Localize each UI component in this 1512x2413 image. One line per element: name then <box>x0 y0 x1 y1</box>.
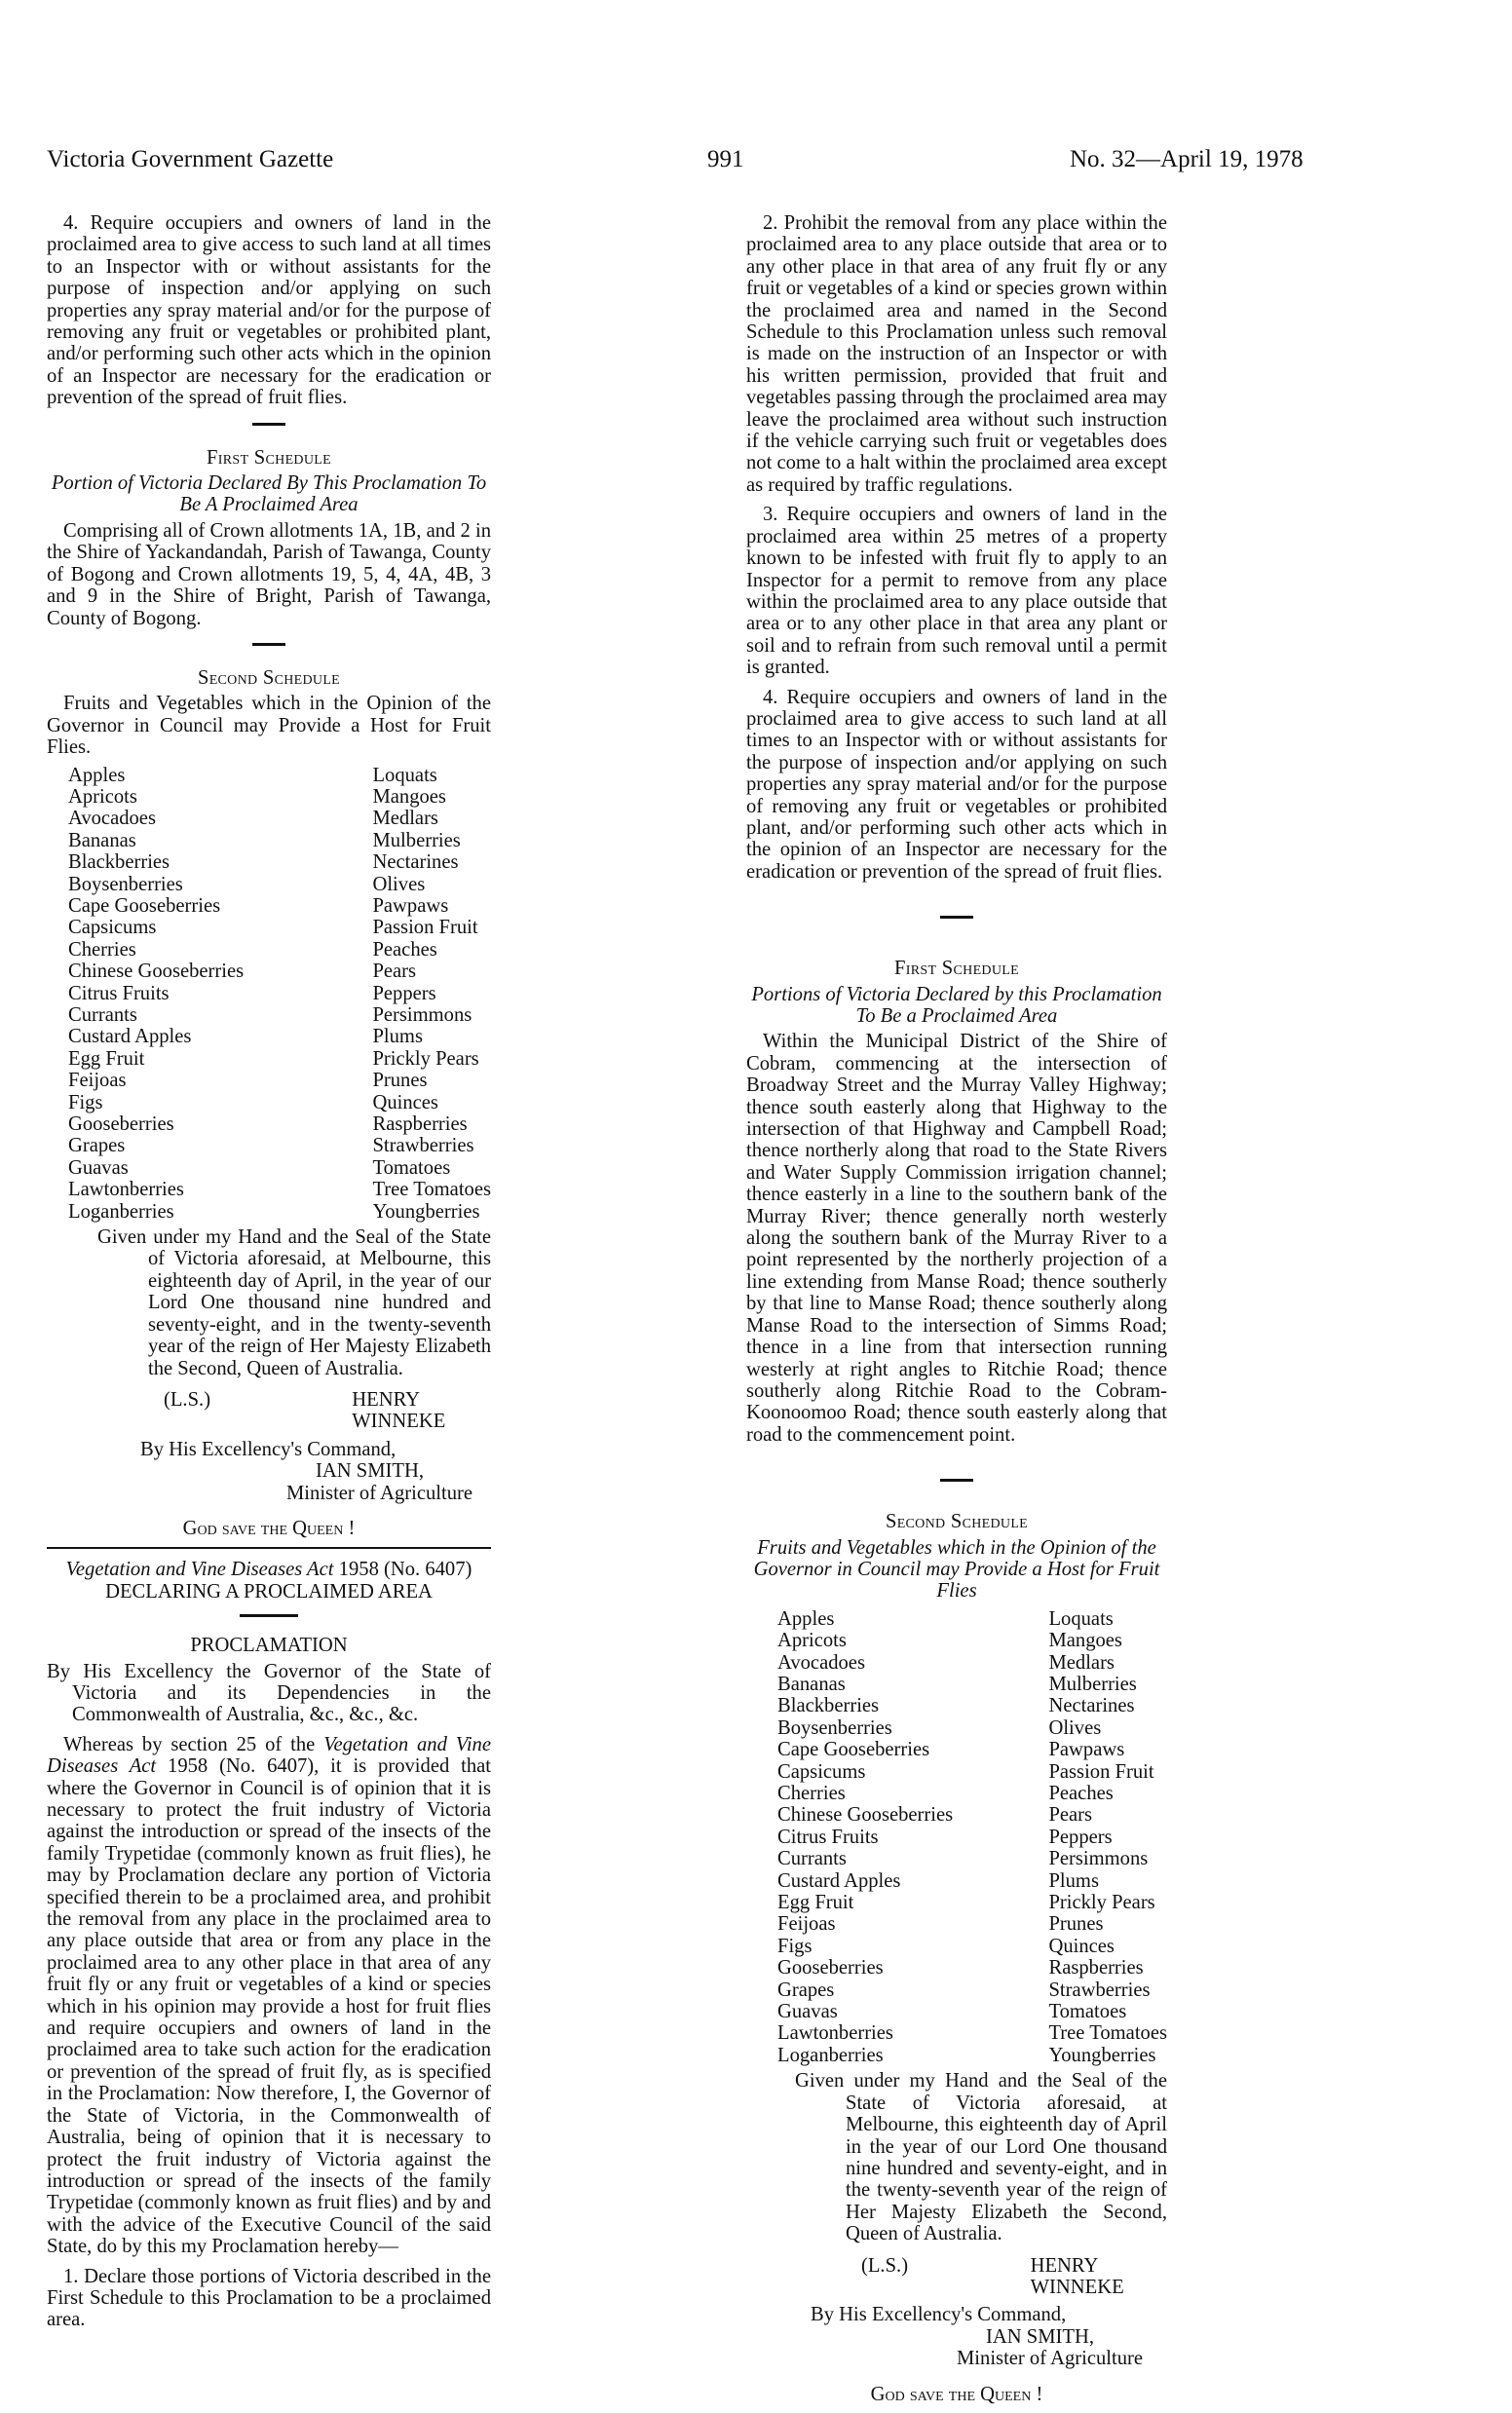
list-item: Capsicums <box>777 1760 866 1783</box>
list-item: Passion Fruit <box>372 917 478 939</box>
list-item: Blackberries <box>777 1695 880 1717</box>
list-item: Loquats <box>372 764 437 786</box>
signature-line <box>47 1389 491 1433</box>
list-item: Boysenberries <box>777 1716 892 1739</box>
minister-name: IAN SMITH, <box>316 1460 424 1483</box>
list-item: Loganberries <box>68 1200 174 1223</box>
minister-title: Minister of Agriculture <box>286 1482 473 1504</box>
list-item: Youngberries <box>372 1200 480 1223</box>
list-item: Lawtonberries <box>68 1179 184 1201</box>
declaring-heading: DECLARING A PROCLAIMED AREA <box>105 1580 433 1602</box>
list-item: Lawtonberries <box>777 2022 893 2045</box>
seal-mark: (L.S.) <box>861 2254 909 2277</box>
list-item: Medlars <box>372 808 438 830</box>
list-item: Tomatoes <box>372 1156 451 1179</box>
list-item: Apples <box>777 1607 835 1630</box>
excellency-command: By His Excellency's Command, <box>811 2304 1067 2326</box>
list-item: Cape Gooseberries <box>68 894 221 917</box>
minister-title: Minister of Agriculture <box>957 2348 1144 2370</box>
clause-1: 1. Declare those portions of Victoria described in the First Schedule to this Proclamation to be a proclaimed area. <box>47 2265 491 2331</box>
list-item: Capsicums <box>68 917 157 939</box>
list-item: Nectarines <box>372 851 459 874</box>
list-item: Apples <box>68 764 126 786</box>
second-schedule-heading: Second Schedule <box>197 666 341 689</box>
list-item: Tree Tomatoes <box>1048 2022 1167 2045</box>
host-fruit-list-col2 <box>372 765 491 1224</box>
whereas-act-name: Vegetation and Vine Diseases Act <box>47 1733 491 1778</box>
list-item: Quinces <box>1048 1935 1115 1957</box>
list-item: Blackberries <box>68 851 170 874</box>
list-item: Grapes <box>68 1135 126 1157</box>
clause-4-continued: 4. Require occupiers and owners of land in the proclaimed area to give access to such land at all times to an Inspector with or without assistants for the purpose of inspection and/or applying on such properties any spray material and/or for the purpose of removing any fruit or vegetables or prohibited plant, and/or performing such other acts which in the opinion of an Inspector are necessary for the eradication or prevention of the spread of fruit flies. <box>47 212 491 409</box>
list-item: Pawpaws <box>372 894 449 917</box>
governor-name: HENRY WINNEKE <box>352 1388 446 1433</box>
host-fruit-list <box>47 765 491 1224</box>
list-item: Mangoes <box>1048 1630 1122 1652</box>
list-item: Peppers <box>372 982 436 1004</box>
list-item: Gooseberries <box>68 1113 174 1136</box>
list-item: Nectarines <box>1048 1695 1135 1717</box>
seal-mark: (L.S.) <box>164 1388 211 1411</box>
list-item: Strawberries <box>1048 1979 1151 2001</box>
list-item: Mulberries <box>372 829 461 851</box>
act-title <box>47 1559 491 1580</box>
list-item: Pears <box>1048 1804 1093 1827</box>
list-item: Currants <box>68 1004 137 1026</box>
excellency-command: By His Excellency's Command, <box>140 1438 397 1460</box>
clause-2: 2. Prohibit the removal from any place within the proclaimed area to any place outside that area or to any other place in that area of any fruit fly or any fruit or vegetables of a kind or species grown within the proclaimed area and named in the Second Schedule to this Proclamation unless such removal is made on the instruction of an Inspector or with his written permission, provided that fruit and vegetables passing through the proclaimed area may leave the proclaimed area without such instruction if the vehicle carrying such fruit or vegetables does not come to a halt within the proclaimed area except as required by traffic regulations. <box>746 212 1167 496</box>
first-schedule-text: Within the Municipal District of the Shire of Cobram, commencing at the intersection of Broadway Street and the Murray Valley Highway; thence south easterly along that Highway to the intersection of that Highway and Campbell Road; thence northerly along that road to the State Rivers and Water Supply Commission irrigation channel; thence easterly in a line to the southern bank of the Murray River; thence generally north westerly along the southern bank of the Murray River to a point represented by the northerly projection of a line extending from Manse Road; thence southerly by that line to Manse Road; thence southerly along Manse Road to the intersection of Simms Road; thence in a line from that intersection running westerly at right angles to Ritchie Road; thence southerly along Ritchie Road to the Cobram-Koonoomoo Road; thence south easterly along that road to the commencement point. <box>746 1031 1167 1446</box>
list-item: Chinese Gooseberries <box>68 961 245 983</box>
list-item: Raspberries <box>372 1113 468 1136</box>
first-schedule-subtitle: Portions of Victoria Declared by this Proclamation To Be a Proclaimed Area <box>751 983 1162 1027</box>
second-schedule-heading: Second Schedule <box>885 1511 1029 1533</box>
list-item: Quinces <box>372 1091 438 1113</box>
god-save-the-queen: God save the Queen ! <box>870 2383 1043 2405</box>
list-item: Persimmons <box>372 1004 472 1026</box>
list-item: Cherries <box>68 938 136 961</box>
first-schedule-text: Comprising all of Crown allotments 1A, 1B, and 2 in the Shire of Yackandandah, Parish of Tawanga, County of Bogong and Crown allotments 19, 5, 4, 4A, 4B, 3 and 9 in the Shire of Bright, Parish of Tawanga, County of Bogong. <box>47 519 491 629</box>
issue-date: No. 32—April 19, 1978 <box>1070 146 1304 172</box>
section-divider <box>940 1479 973 1482</box>
list-item: Avocadoes <box>68 808 156 830</box>
whereas-lead: Whereas by section 25 of the <box>63 1733 324 1755</box>
list-item: Pawpaws <box>1048 1739 1125 1761</box>
list-item: Loganberries <box>777 2044 884 2066</box>
list-item: Egg Fruit <box>777 1892 854 1914</box>
list-item: Peaches <box>372 938 437 961</box>
list-item: Youngberries <box>1048 2044 1156 2066</box>
publication-title: Victoria Government Gazette <box>47 146 334 172</box>
list-item: Guavas <box>68 1156 129 1179</box>
list-item: Apricots <box>777 1630 847 1652</box>
governor-name: HENRY WINNEKE <box>1030 2254 1124 2298</box>
section-divider <box>252 643 285 646</box>
list-item: Olives <box>1048 1716 1102 1739</box>
section-divider <box>252 423 285 426</box>
given-under-hand: Given under my Hand and the Seal of the State of Victoria aforesaid, at Melbourne, this eighteenth day of April, in the year of our Lord One thousand nine hundred and seventy-eight, and in the twenty-seventh year of the reign of Her Majesty Elizabeth the Second, Queen of Australia. <box>97 1226 491 1379</box>
second-schedule-subtitle: Fruits and Vegetables which in the Opinion of the Governor in Council may Provide a Host for Fruit Flies <box>753 1536 1160 1602</box>
notice-separator <box>47 1547 491 1549</box>
host-fruit-list-col1 <box>47 765 372 1224</box>
act-name: Vegetation and Vine Diseases Act <box>65 1559 334 1581</box>
list-item: Figs <box>68 1091 103 1113</box>
host-fruit-list-col2 <box>1048 1608 1167 2067</box>
first-schedule-heading: First Schedule <box>894 958 1019 980</box>
minister-name: IAN SMITH, <box>986 2325 1094 2348</box>
list-item: Peppers <box>1048 1826 1113 1848</box>
list-item: Passion Fruit <box>1048 1760 1154 1783</box>
list-item: Egg Fruit <box>68 1047 145 1070</box>
list-item: Feijoas <box>777 1913 836 1936</box>
list-item: Currants <box>777 1848 847 1870</box>
list-item: Chinese Gooseberries <box>777 1804 954 1827</box>
page-number: 991 <box>707 146 744 172</box>
host-fruit-list <box>746 1608 1167 2067</box>
list-item: Prickly Pears <box>372 1047 479 1070</box>
list-item: Peaches <box>1048 1783 1114 1804</box>
list-item: Apricots <box>68 785 137 808</box>
list-item: Citrus Fruits <box>777 1826 879 1848</box>
left-column <box>47 212 491 2331</box>
act-number: 1958 (No. 6407) <box>338 1559 472 1581</box>
list-item: Persimmons <box>1048 1848 1149 1870</box>
clause-3: 3. Require occupiers and owners of land in the proclaimed area within 25 metres of a property known to be infested with fruit fly to apply to an Inspector for a permit to remove from any place within the proclaimed area to any place outside that area or to any other place in that area any plant or soil and to refrain from such removal until a permit is granted. <box>746 504 1167 679</box>
list-item: Strawberries <box>372 1135 474 1157</box>
list-item: Gooseberries <box>777 1957 884 1979</box>
list-item: Prunes <box>1048 1913 1104 1936</box>
host-fruit-list-col1 <box>746 1608 1048 2067</box>
given-under-hand: Given under my Hand and the Seal of the State of Victoria aforesaid, at Melbourne, this eighteenth day of April in the year of our Lord One thousand nine hundred and seventy-eight, and in the twenty-seventh year of the reign of Her Majesty Elizabeth the Second, Queen of Australia. <box>795 2070 1167 2245</box>
list-item: Bananas <box>68 829 136 851</box>
list-item: Plums <box>1048 1869 1099 1892</box>
section-divider <box>240 1614 298 1617</box>
list-item: Citrus Fruits <box>68 982 170 1004</box>
list-item: Feijoas <box>68 1070 127 1092</box>
list-item: Prickly Pears <box>1048 1892 1155 1914</box>
by-his-excellency: By His Excellency the Governor of the State of Victoria and its Dependencies in the Commonwealth of Australia, &c., &c., &c. <box>47 1660 491 1726</box>
list-item: Custard Apples <box>68 1026 192 1048</box>
god-save-the-queen: God save the Queen ! <box>182 1517 356 1539</box>
list-item: Cape Gooseberries <box>777 1739 930 1761</box>
list-item: Boysenberries <box>68 873 183 895</box>
proclamation-heading: PROCLAMATION <box>190 1635 348 1657</box>
clause-4: 4. Require occupiers and owners of land in the proclaimed area to give access to such land at all times to an Inspector with or without assistants for the purpose of inspection and/or applying on such properties any spray material and/or for the purpose of removing any fruit or vegetables or prohibited plant, and/or performing such other acts which in the opinion of an Inspector are necessary for the eradication or prevention of the spread of fruit flies. <box>746 686 1167 883</box>
list-item: Loquats <box>1048 1607 1114 1630</box>
list-item: Pears <box>372 961 417 983</box>
list-item: Grapes <box>777 1979 835 2001</box>
list-item: Tomatoes <box>1048 2001 1127 2023</box>
section-divider <box>940 916 973 919</box>
list-item: Custard Apples <box>777 1869 901 1892</box>
list-item: Figs <box>777 1935 813 1957</box>
list-item: Medlars <box>1048 1651 1115 1674</box>
list-item: Raspberries <box>1048 1957 1144 1979</box>
list-item: Avocadoes <box>777 1651 865 1674</box>
list-item: Cherries <box>777 1783 846 1804</box>
right-column <box>746 212 1167 2413</box>
list-item: Mulberries <box>1048 1673 1137 1695</box>
list-item: Guavas <box>777 2001 838 2023</box>
whereas-rest: 1958 (No. 6407), it is provided that where the Governor in Council is of opinion that it is necessary to protect the fruit industry of Victoria against the introduction or spread of the insects of the family Trypetidae (commonly known as fruit flies), he may by Proclamation declare any portion of Victoria specified therein to be a proclaimed area, and prohibit the removal from any place in the proclaimed area to any place outside that area or from any place in the proclaimed area to any other place in that area of any fruit fly or any fruit or vegetables of a kind or species which in his opinion may provide a host for fruit flies and require occupiers and owners of land in the proclaimed area to take such action for the eradication or prevention of the spread of fruit fly, as is specified in the Proclamation: Now therefore, I, the Governor of the State of Victoria, in the Commonwealth of Australia, being of opinion that it is necessary to protect the fruit industry of Victoria against the introduction or spread of the insects of the family Trypetidae (commonly known as fruit flies) and by and with the advice of the Executive Council of the said State, do by this my Proclamation hereby— <box>47 1755 491 2258</box>
list-item: Plums <box>372 1026 423 1048</box>
list-item: Mangoes <box>372 785 446 808</box>
list-item: Olives <box>372 873 426 895</box>
list-item: Bananas <box>777 1673 846 1695</box>
signature-line <box>746 2255 1167 2299</box>
list-item: Tree Tomatoes <box>372 1179 491 1201</box>
first-schedule-subtitle: Portion of Victoria Declared By This Proclamation To Be A Proclaimed Area <box>51 472 487 516</box>
list-item: Prunes <box>372 1070 428 1092</box>
first-schedule-heading: First Schedule <box>207 446 331 469</box>
second-schedule-intro: Fruits and Vegetables which in the Opinion of the Governor in Council may Provide a Host for Fruit Flies. <box>47 693 491 759</box>
whereas-paragraph <box>47 1734 491 2258</box>
